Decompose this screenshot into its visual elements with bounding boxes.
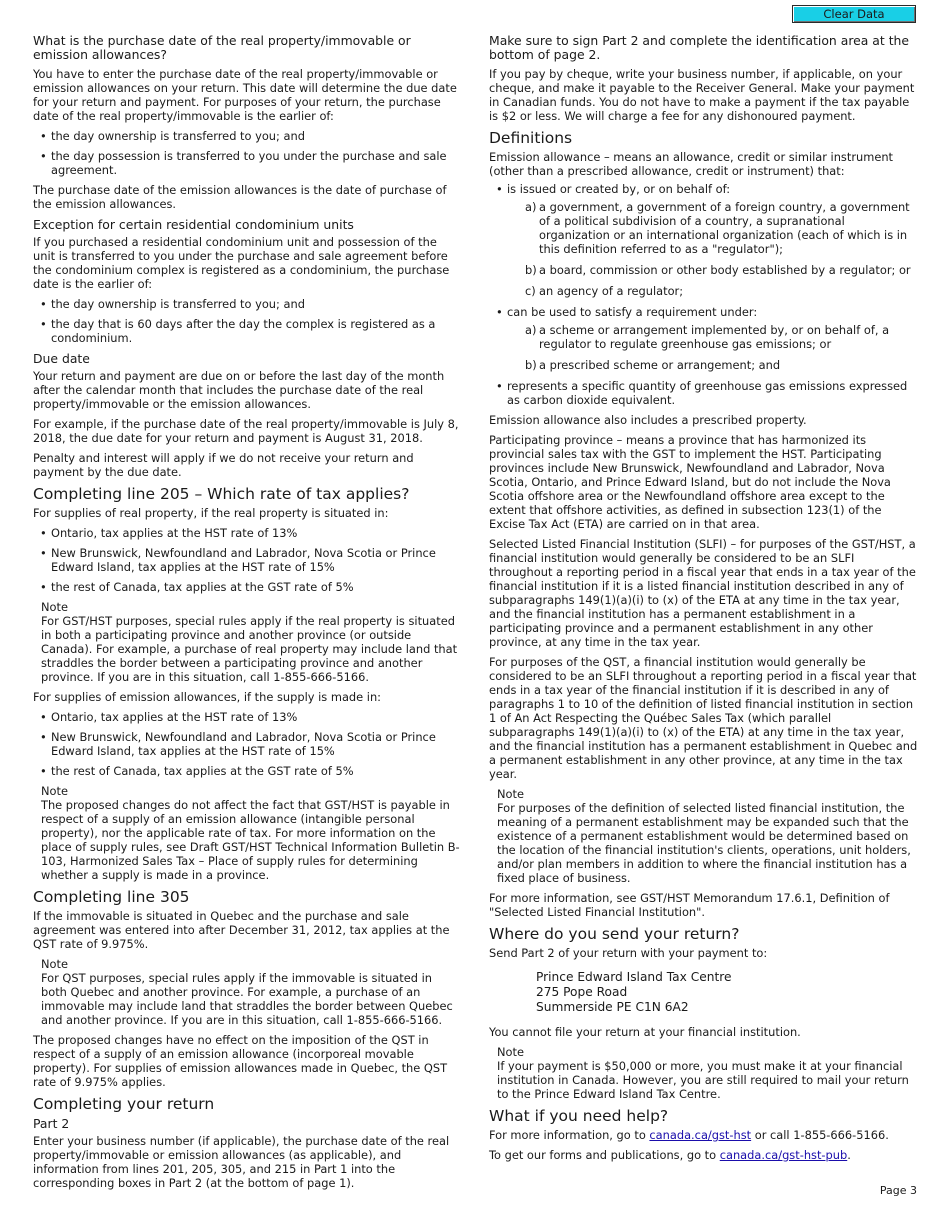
list-item-text: a government, a government of a foreign country, a government of a political subdivision of a country, a supranational organization or an international organization (each of which is in this definition referred to as a "regulator"); [539,200,910,256]
address-line: Prince Edward Island Tax Centre [536,970,732,984]
issued-by-list [507,200,919,298]
right-column [489,34,919,1168]
list-item: • Ontario, tax applies at the HST rate of 13% [33,526,461,540]
list-item-text: is issued or created by, or on behalf of: [507,182,731,196]
list-item-text: an agency of a regulator; [539,284,684,298]
address-line: Summerside PE C1N 6A2 [536,1000,689,1014]
purchase-date-question: What is the purchase date of the real property/immovable or emission allowances? [33,33,411,62]
note-text: For QST purposes, special rules apply if the immovable is situated in both Quebec and another province. For example, a purchase of an immovable may include land that straddles the border between Quebec and another province. If you are in this situation, call 1-855-666-5166. [41,971,453,1027]
list-item [489,305,919,372]
help-prefix: For more information, go to [489,1128,650,1142]
list-item: • represents a specific quantity of greenhouse gas emissions expressed as carbon dioxide equivalent. [489,379,919,407]
list-marker: b) [525,358,537,372]
note-label: Note [497,787,524,801]
list-item [507,358,919,372]
forms-paragraph [489,1148,919,1162]
memorandum-paragraph: For more information, see GST/HST Memorandum 17.6.1, Definition of "Selected Listed Financial Institution". [489,891,890,919]
cheque-paragraph: If you pay by cheque, write your business number, if applicable, on your cheque, and make it payable to the Receiver General. Make your payment in Canadian funds. You do not have to make a payment if the tax payable is $2 or less. We will charge a fee for any dishonoured payment. [489,67,915,123]
forms-prefix: To get our forms and publications, go to [489,1148,720,1162]
note-label: Note [41,600,68,614]
qst-changes-paragraph: The proposed changes have no effect on the imposition of the QST in respect of a supply of an emission allowance (incorporeal movable property). For supplies of emission allowances made in Quebec, the QST rate of 9.975% applies. [33,1033,448,1089]
list-marker: a) [525,323,537,337]
prescribed-property-paragraph: Emission allowance also includes a prescribed property. [489,413,807,427]
note-text: For purposes of the definition of selected listed financial institution, the meaning of a permanent establishment may be expanded such that the existence of a permanent establishment would be determined based on the location of the financial institution's clients, operations, unit holders, and/or plan members in addition to where the financial institution has a fixed place of business. [497,801,911,885]
condo-paragraph: If you purchased a residential condominium unit and possession of the unit is transferred to you under the purchase and sale agreement before the condominium complex is registered as a condominium, the purchase date is the earlier of: [33,235,450,291]
list-item: • New Brunswick, Newfoundland and Labrador, Nova Scotia or Prince Edward Island, tax applies at the HST rate of 15% [33,546,461,574]
list-item-text: a board, commission or other body established by a regulator; or [539,263,911,277]
send-paragraph: Send Part 2 of your return with your payment to: [489,946,768,960]
completing-return-heading: Completing your return [33,1095,215,1113]
note-emission [33,784,461,882]
list-marker: b) [525,263,537,277]
sign-paragraph: Make sure to sign Part 2 and complete the identification area at the bottom of page 2. [489,33,910,62]
gst-hst-pub-link[interactable]: canada.ca/gst-hst-pub [719,1148,848,1162]
left-column [33,34,461,1196]
line-205-heading: Completing line 205 – Which rate of tax applies? [33,485,410,503]
forms-suffix: . [847,1148,851,1162]
list-item: • the day ownership is transferred to you; and [33,129,461,143]
emission-rate-list [33,710,461,778]
tax-centre-address [489,970,919,1015]
emission-definition-paragraph: Emission allowance – means an allowance, credit or similar instrument (other than a prescribed allowance, credit or instrument) that: [489,150,894,178]
ownership-bullet-list [33,129,461,177]
cannot-file-paragraph: You cannot file your return at your financial institution. [489,1025,801,1039]
help-suffix: or call 1-855-666-5166. [751,1128,889,1142]
enter-date-paragraph: You have to enter the purchase date of the real property/immovable or emission allowances on your return. This date will determine the due date for your return and payment. For purposes of your return, the purchase date of the real property/immovable is the earlier of: [33,67,457,123]
list-item [507,263,919,277]
list-item: • Ontario, tax applies at the HST rate of 13% [33,710,461,724]
participating-province-paragraph: Participating province – means a province that has harmonized its provincial sales tax with the GST to implement the HST. Participating provinces include New Brunswick, Newfoundland and Labrador, Nova Scotia, Ontario, and Prince Edward Island, but do not include the Nova Scotia offshore area or the Newfoundland offshore area except to the extent that offshore activities, as defined in subsection 123(1) of the Excise Tax Act (ETA) are carried on in that area. [489,433,891,531]
emission-supplies-paragraph: For supplies of emission allowances, if the supply is made in: [33,690,382,704]
help-heading: What if you need help? [489,1107,669,1125]
condo-bullet-list [33,297,461,345]
line-305-heading: Completing line 305 [33,888,190,906]
list-item [489,182,919,298]
list-item [507,323,919,351]
slfi-paragraph: Selected Listed Financial Institution (SLFI) – for purposes of the GST/HST, a financial institution would generally be considered to be an SLFI throughout a reporting period in a fiscal year that ends in a tax year of the financial institution if it is a listed financial institution described in any of subparagraphs 149(1)(a)(i) to (x) of the ETA at any time in the tax year, and the financial institution has a permanent establishment in a participating province and a permanent establishment in any other province, at any time in the tax year. [489,537,916,649]
part-2-heading: Part 2 [33,1116,70,1131]
note-text: For GST/HST purposes, special rules apply if the real property is situated in both a participating province and another province (or outside Canada). For example, a purchase of real property may include land that straddles the border between a participating province and another province. If you are in this situation, call 1-855-666-5166. [41,614,458,684]
list-item: • the day possession is transferred to you under the purchase and sale agreement. [33,149,461,177]
emission-date-paragraph: The purchase date of the emission allowances is the date of purchase of the emission allowances. [33,183,447,211]
note-qst [33,957,461,1027]
note-label: Note [497,1045,524,1059]
gst-hst-link[interactable]: canada.ca/gst-hst [649,1128,752,1142]
part-2-paragraph: Enter your business number (if applicable), the purchase date of the real property/immovable or emission allowances (as applicable), and information from lines 201, 205, 305, and 215 in Part 1 into the corresponding boxes in Part 2 (at the bottom of page 1). [33,1134,450,1190]
list-item-text: a prescribed scheme or arrangement; and [539,358,781,372]
list-item: • the rest of Canada, tax applies at the GST rate of 5% [33,764,461,778]
emission-definition-list [489,182,919,407]
help-paragraph [489,1128,919,1142]
list-item-text: can be used to satisfy a requirement under: [507,305,758,319]
note-payment [489,1045,919,1101]
send-return-heading: Where do you send your return? [489,925,740,943]
satisfy-requirement-list [507,323,919,372]
qst-slfi-paragraph: For purposes of the QST, a financial institution would generally be considered to be an SLFI throughout a reporting period in a fiscal year that ends in a tax year of the financial institution if it is described in any of paragraphs 1 to 10 of the definition of listed financial institution in section 1 of An Act Respecting the Québec Sales Tax (which parallel subparagraphs 149(1)(a)(i) to (x) of the ETA) at any time in the tax year, and the financial institution has a permanent establishment in Quebec and a permanent establishment in any other province, at any time in the tax year. [489,655,918,781]
real-property-supplies-paragraph: For supplies of real property, if the real property is situated in: [33,506,389,520]
list-item [507,284,919,298]
list-item [507,200,919,256]
address-line: 275 Pope Road [536,985,628,999]
penalty-paragraph: Penalty and interest will apply if we do not receive your return and payment by the due date. [33,451,414,479]
due-date-paragraph: Your return and payment are due on or before the last day of the month after the calendar month that includes the purchase date of the real property/immovable or the emission allowances. [33,369,445,411]
list-marker: a) [525,200,537,214]
real-property-rate-list [33,526,461,594]
note-slfi [489,787,919,885]
exception-heading: Exception for certain residential condominium units [33,217,354,232]
note-text: The proposed changes do not affect the fact that GST/HST is payable in respect of a supply of an emission allowance (intangible personal property), nor the applicable rate of tax. For more information on the place of supply rules, see Draft GST/HST Technical Information Bulletin B-103, Harmonized Sales Tax – Place of supply rules for determining whether a supply is made in a province. [41,798,460,882]
list-item: • the day ownership is transferred to you; and [33,297,461,311]
clear-data-button[interactable]: Clear Data [792,5,916,23]
page-number: Page 3 [879,1184,917,1197]
list-item: • New Brunswick, Newfoundland and Labrador, Nova Scotia or Prince Edward Island, tax applies at the HST rate of 15% [33,730,461,758]
quebec-paragraph: If the immovable is situated in Quebec and the purchase and sale agreement was entered into after December 31, 2012, tax applies at the QST rate of 9.975%. [33,909,450,951]
due-date-heading: Due date [33,351,90,366]
note-label: Note [41,784,68,798]
note-text: If your payment is $50,000 or more, you must make it at your financial institution in Canada. However, you are still required to mail your return to the Prince Edward Island Tax Centre. [497,1059,909,1101]
note-label: Note [41,957,68,971]
list-marker: c) [525,284,536,298]
list-item: • the rest of Canada, tax applies at the GST rate of 5% [33,580,461,594]
list-item: • the day that is 60 days after the day the complex is registered as a condominium. [33,317,461,345]
note-real-property [33,600,461,684]
due-example-paragraph: For example, if the purchase date of the real property/immovable is July 8, 2018, the due date for your return and payment is August 31, 2018. [33,417,459,445]
list-item-text: a scheme or arrangement implemented by, or on behalf of, a regulator to regulate greenhouse gas emissions; or [539,323,890,351]
definitions-heading: Definitions [489,129,573,147]
